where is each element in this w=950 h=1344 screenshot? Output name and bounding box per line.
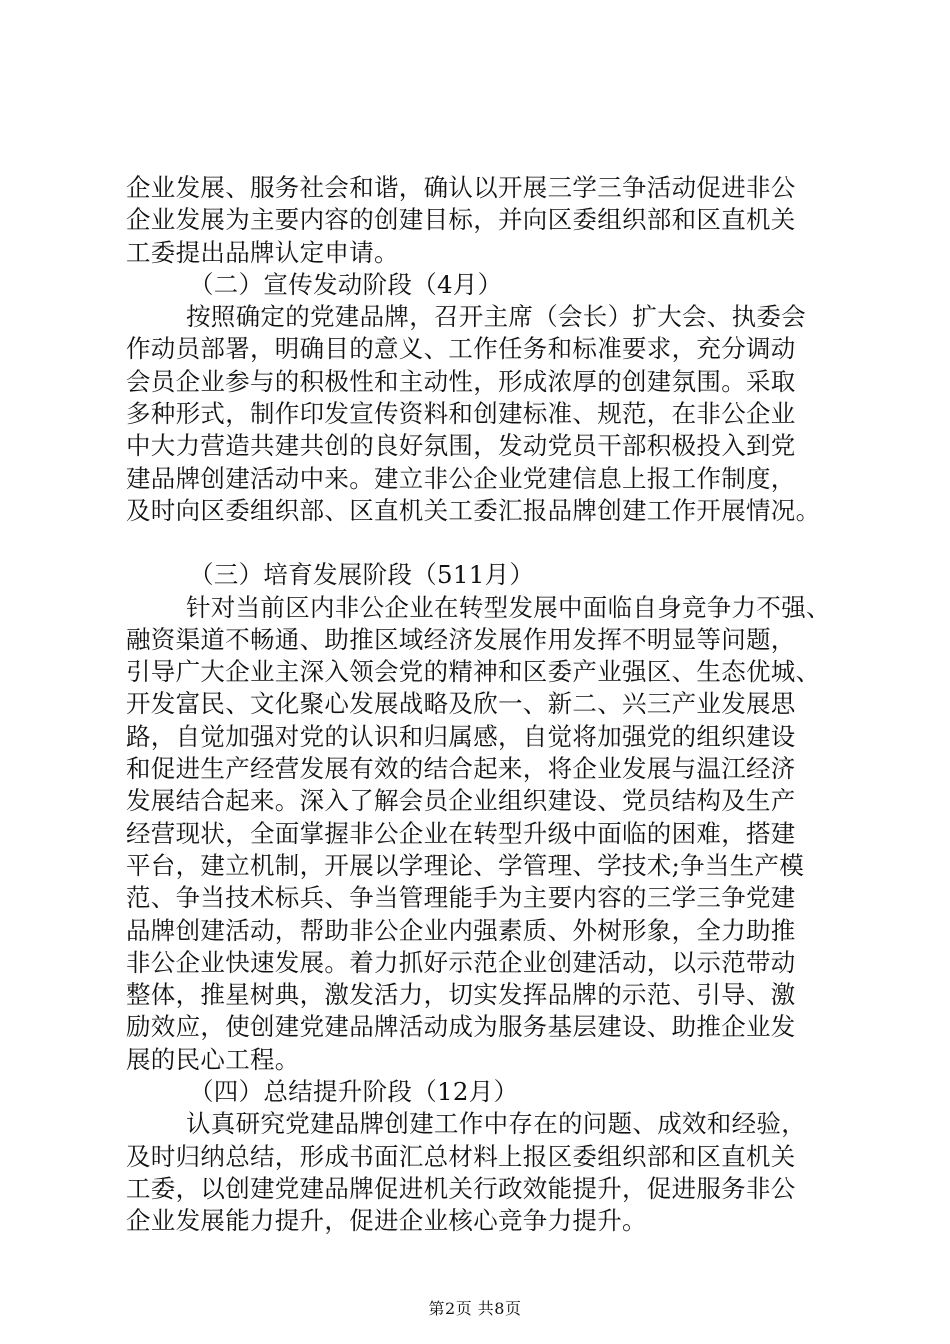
text-line: 范、争当技术标兵、争当管理能手为主要内容的三学三争党建 [126,883,796,913]
text-line: 及时向区委组织部、区直机关工委汇报品牌创建工作开展情况。 [126,495,821,525]
text-line: 发展结合起来。深入了解会员企业组织建设、党员结构及生产 [126,786,796,816]
text-line: 按照确定的党建品牌，召开主席（会长）扩大会、执委会 [186,302,806,332]
text-line: 非公企业快速发展。着力抓好示范企业创建活动，以示范带动 [126,947,796,977]
text-line: 品牌创建活动，帮助非公企业内强素质、外树形象，全力助推 [126,915,796,945]
section-heading: （三）培育发展阶段（511月） [189,560,535,590]
text-line: 整体，推星树典，激发活力，切实发挥品牌的示范、引导、激 [126,980,796,1010]
section-heading: （二）宣传发动阶段（4月） [189,269,503,299]
section-heading: （四）总结提升阶段（12月） [189,1077,519,1107]
text-line: 路，自觉加强对党的认识和归属感，自觉将加强党的组织建设 [126,721,796,751]
text-line: 多种形式，制作印发宣传资料和创建标准、规范，在非公企业 [126,399,796,429]
text-line: 建品牌创建活动中来。建立非公企业党建信息上报工作制度， [126,463,796,493]
text-line: 企业发展、服务社会和谐，确认以开展三学三争活动促进非公 [126,173,796,202]
text-line: 作动员部署，明确目的意义、工作任务和标准要求，充分调动 [126,334,796,364]
document-body [126,172,866,1238]
text-line: 企业发展能力提升，促进企业核心竞争力提升。 [126,1206,647,1236]
text-line: 励效应，使创建党建品牌活动成为服务基层建设、助推企业发 [126,1012,796,1042]
text-line: 经营现状，全面掌握非公企业在转型升级中面临的困难，搭建 [126,818,796,848]
text-line: 企业发展为主要内容的创建目标，并向区委组织部和区直机关 [126,205,796,235]
text-line: 开发富民、文化聚心发展战略及欣一、新二、兴三产业发展思 [126,689,796,719]
text-line: 展的民心工程。 [126,1044,300,1074]
text-line: 中大力营造共建共创的良好氛围，发动党员干部积极投入到党 [126,431,796,461]
page-footer: 第2页 共8页 [428,1299,522,1318]
text-line: 认真研究党建品牌创建工作中存在的问题、成效和经验， [186,1109,806,1139]
text-line: 工委提出品牌认定申请。 [126,237,399,267]
text-line: 和促进生产经营发展有效的结合起来，将企业发展与温江经济 [126,754,796,784]
text-line: 引导广大企业主深入领会党的精神和区委产业强区、生态优城、 [126,657,821,687]
text-line: 平台，建立机制，开展以学理论、学管理、学技术;争当生产模 [126,850,805,880]
paragraph-gap [126,527,866,559]
text-line: 及时归纳总结，形成书面汇总材料上报区委组织部和区直机关 [126,1141,796,1171]
text-line: 会员企业参与的积极性和主动性，形成浓厚的创建氛围。采取 [126,366,796,396]
text-line: 工委，以创建党建品牌促进机关行政效能提升，促进服务非公 [126,1173,796,1203]
text-line: 针对当前区内非公企业在转型发展中面临自身竞争力不强、 [186,592,831,622]
text-line: 融资渠道不畅通、助推区域经济发展作用发挥不明显等问题， [126,624,796,654]
